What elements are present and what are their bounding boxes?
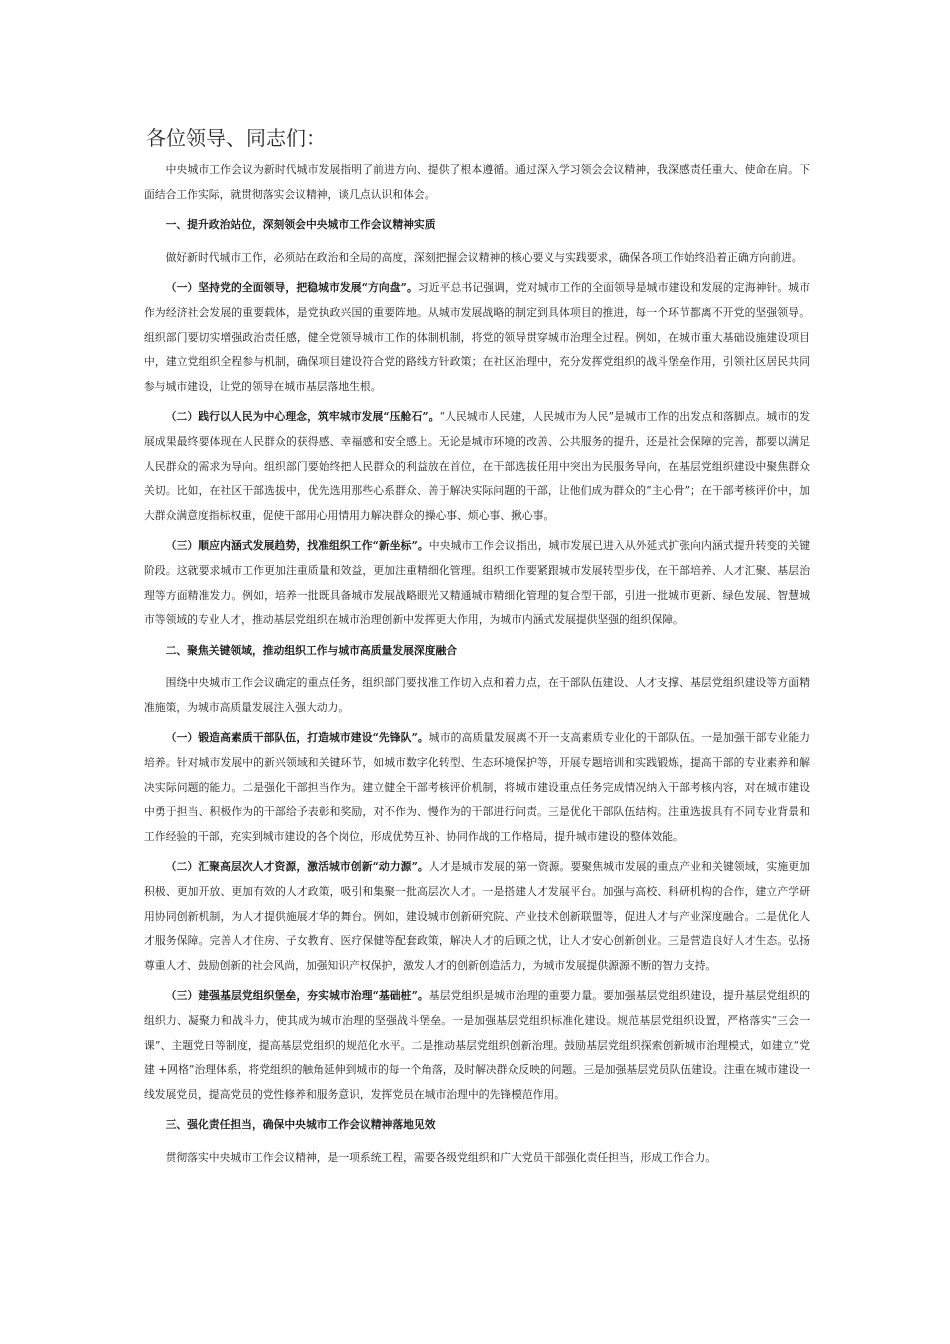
paragraph-1-3 [144,534,810,632]
paragraph-text: 习近平总书记强调，党对城市工作的全面领导是城市建设和发展的定海神针。城市作为经济社会发展的重要载体，是党执政兴国的重要阵地。从城市发展战略的制定到具体项目的推进，每一个环节都离不开党的坚强领导。组织部门要切实增强政治责任感，健全党领导城市工作的体制机制，将党的领导贯穿城市治理全过程。例如，在城市重大基础设施建设项目中，建立党组织全程参与机制，确保项目建设符合党的路线方针政策；在社区治理中，充分发挥党组织的战斗堡垒作用，引领社区居民共同参与城市建设，让党的领导在城市基层落地生根。 [144,281,810,393]
paragraph-text: 贯彻落实中央城市工作会议精神，是一项系统工程，需要各级党组织和广大党员干部强化责任担当，形成工作合力。 [165,1150,717,1164]
paragraph-section1-intro [144,246,810,271]
paragraph-text: 中央城市工作会议指出，城市发展已进入从外延式扩张向内涵式提升转变的关键阶段。这就要求城市工作更加注重质量和效益，更加注重精细化管理。组织工作要紧跟城市发展转型步伐，在干部培养、人才汇聚、基层治理等方面精准发力。例如，培养一批既具备城市发展战略眼光又精通城市精细化管理的复合型干部，引进一批城市更新、绿色发展、智慧城市等领域的专业人才，推动基层党组织在城市治理创新中发挥更大作用，为城市内涵式发展提供坚强的组织保障。 [144,539,811,627]
paragraph-intro [144,158,810,207]
paragraph-section3-intro [144,1146,810,1171]
section-heading-2: 二、聚焦关键领域，推动组织工作与城市高质量发展深度融合 [165,643,458,657]
paragraph-2-2 [144,855,810,978]
paragraph-text: 城市的高质量发展离不开一支高素质专业化的干部队伍。一是加强干部专业能力培养。针对城市发展中的新兴领域和关键环节，如城市数字化转型、生态环境保护等，开展专题培训和实践锻炼，提高干部的专业素养和解决实际问题的能力。二是强化干部担当作为。建立健全干部考核评价机制，将城市建设重点任务完成情况纳入干部考核内容，对在城市建设中勇于担当、积极作为的干部给予表彰和奖励，对不作为、慢作为的干部进行问责。三是优化干部队伍结构。注重选拔具有不同专业背景和工作经验的干部，充实到城市建设的各个岗位，形成优势互补、协同作战的工作格局，提升城市建设的整体效能。 [144,731,811,843]
paragraph-text: 基层党组织是城市治理的重要力量。要加强基层党组织建设，提升基层党组织的组织力、凝聚力和战斗力，使其成为城市治理的坚强战斗堡垒。一是加强基层党组织标准化建设。规范基层党组织设置，严格落实“三会一课”、主题党日等制度，提高基层党组织的规范化水平。二是推动基层党组织创新治理。鼓励基层党组织探索创新城市治理模式，如建立“党建 +网格”治理体系，将党组织的触角延伸到城市的每一个角落，及时解决群众反映的问题。三是加强基层党员队伍建设。注重在城市建设一线发展党员，提高党员的党性修养和服务意识，发挥党员在城市治理中的先锋模范作用。 [144,989,811,1101]
paragraph-lead: （二）汇聚高层次人才资源，激活城市创新“动力源”。 [165,860,429,874]
paragraph-text: 围绕中央城市工作会议确定的重点任务，组织部门要找准工作切入点和着力点，在干部队伍建设、人才支撑、基层党组织建设等方面精准施策，为城市高质量发展注入强大动力。 [144,676,810,714]
paragraph-lead: （一）锻造高素质干部队伍，打造城市建设“先锋队”。 [165,731,429,745]
paragraph-text: 中央城市工作会议为新时代城市发展指明了前进方向、提供了根本遵循。通过深入学习领会会议精神，我深感责任重大、使命在肩。下面结合工作实际，就贯彻落实会议精神，谈几点认识和体会。 [144,163,810,201]
greeting-heading: 各位领导、同志们： [146,126,326,150]
speech-body [144,158,810,1177]
paragraph-2-1 [144,726,810,849]
paragraph-text: “人民城市人民建，人民城市为人民”是城市工作的出发点和落脚点。城市的发展成果最终要体现在人民群众的获得感、幸福感和安全感上。无论是城市环境的改善、公共服务的提升，还是社会保障的完善，都要以满足人民群众的需求为导向。组织部门要始终把人民群众的利益放在首位，在干部选拔任用中突出为民服务导向，在基层党组织建设中聚焦群众关切。比如，在社区干部选拔中，优先选用那些心系群众、善于解决实际问题的干部，让他们成为群众的“主心骨”；在干部考核评价中，加大群众满意度指标权重，促使干部用心用情用力解决群众的操心事、烦心事、揪心事。 [144,410,810,522]
paragraph-lead: （三）建强基层党组织堡垒，夯实城市治理“基础桩”。 [165,989,429,1003]
section-heading-3: 三、强化责任担当，确保中央城市工作会议精神落地见效 [165,1118,436,1132]
paragraph-1-1 [144,276,810,399]
section-heading-1: 一、提升政治站位，深刻领会中央城市工作会议精神实质 [165,218,436,232]
paragraph-text: 人才是城市发展的第一资源。要聚焦城市发展的重点产业和关键领域，实施更加积极、更加开放、更加有效的人才政策，吸引和集聚一批高层次人才。一是搭建人才发展平台。加强与高校、科研机构的合作，建立产学研用协同创新机制，为人才提供施展才华的舞台。例如，建设城市创新研究院、产业技术创新联盟等，促进人才与产业深度融合。二是优化人才服务保障。完善人才住房、子女教育、医疗保健等配套政策，解决人才的后顾之忧，让人才安心创新创业。三是营造良好人才生态。弘扬尊重人才、鼓励创新的社会风尚，加强知识产权保护，激发人才的创新创造活力，为城市发展提供源源不断的智力支持。 [144,860,811,972]
paragraph-lead: （一）坚持党的全面领导，把稳城市发展“方向盘”。 [165,281,418,295]
paragraph-lead: （三）顺应内涵式发展趋势，找准组织工作“新坐标”。 [165,539,429,553]
paragraph-1-2 [144,405,810,528]
paragraph-text: 做好新时代城市工作，必须站在政治和全局的高度，深刻把握会议精神的核心要义与实践要求，确保各项工作始终沿着正确方向前进。 [165,250,803,264]
paragraph-2-3 [144,984,810,1107]
paragraph-section2-intro [144,671,810,720]
paragraph-lead: （二）践行以人民为中心理念，筑牢城市发展“压舱石”。 [165,410,440,424]
